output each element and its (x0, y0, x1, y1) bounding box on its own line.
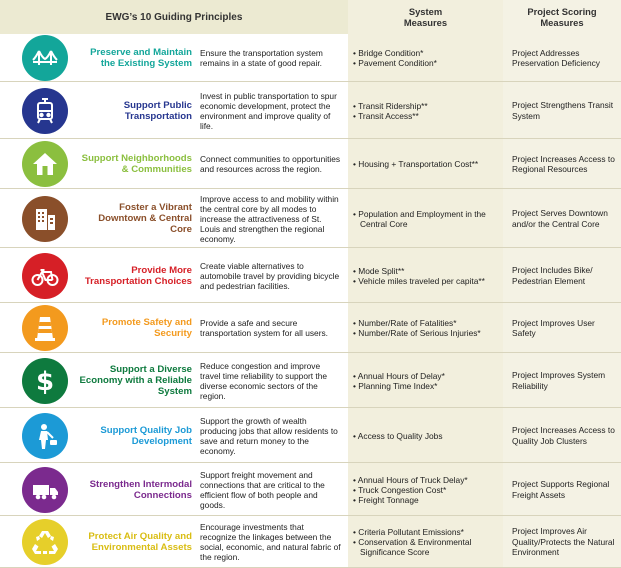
dollar-icon (22, 358, 68, 404)
principle-description: Support freight movement and connections that are critical to the efficient flow of both people and goods. (200, 469, 325, 510)
project-scoring-header-text: Project Scoring Measures (527, 6, 597, 28)
principle-description: Create viable alternatives to automobile travel by providing bicycle and pedestrian facilities. (200, 260, 340, 291)
principle-row (0, 463, 621, 516)
system-measures-list (353, 353, 501, 408)
system-measure-item: • Vehicle miles traveled per capita** (353, 276, 501, 286)
system-measures-list (353, 516, 501, 568)
system-measures-list (353, 408, 501, 463)
truck-icon (22, 467, 68, 513)
project-scoring-measure: Project Increases Access to Regional Resources (512, 153, 615, 174)
system-measure-item: • Truck Congestion Cost* (353, 485, 501, 495)
system-measure-item: • Transit Access** (353, 111, 501, 121)
principle-description: Ensure the transportation system remains in a state of good repair. (200, 48, 323, 68)
project-scoring-header (503, 0, 621, 34)
principle-name: Strengthen Intermodal Connections (89, 478, 192, 501)
system-measure-item: • Mode Split** (353, 266, 501, 276)
principle-row (0, 189, 621, 248)
worker-briefcase-icon (22, 413, 68, 459)
system-measures-list (353, 189, 501, 248)
principle-name: Support a Diverse Economy with a Reliable System (79, 364, 192, 397)
system-measure-item: • Criteria Pollutant Emissions* (353, 527, 501, 537)
system-measures-list (353, 34, 501, 82)
system-measure-item: • Transit Ridership** (353, 101, 501, 111)
principle-row (0, 353, 621, 408)
system-measure-item: • Conservation & Environmental Significance Score (353, 537, 501, 557)
principle-name: Preserve and Maintain the Existing System (90, 47, 192, 69)
project-scoring-measure: Project Addresses Preservation Deficiency (512, 47, 600, 68)
system-measure-item: • Number/Rate of Serious Injuries* (353, 328, 501, 338)
system-measure-item: • Annual Hours of Truck Delay* (353, 475, 501, 485)
principle-row (0, 82, 621, 139)
principle-description: Reduce congestion and improve travel time reliability to support the diverse economic sectors of the region. (200, 360, 328, 401)
system-measures-list (353, 82, 501, 139)
traffic-barrel-icon (22, 305, 68, 351)
principle-description: Support the growth of wealth producing jobs that allow residents to save and return money to the economy. (200, 415, 338, 456)
svg-text:$: $ (35, 367, 55, 396)
principle-name: Foster a Vibrant Downtown & Central Core (98, 202, 192, 235)
project-scoring-measure: Project Improves System Reliability (512, 370, 606, 391)
principle-name: Support Public Transportation (123, 99, 192, 122)
principle-description: Improve access to and mobility within the central core by all modes to increase the attractiveness of St. Louis and strengthen the regional economy. (200, 193, 339, 244)
principle-description: Invest in public transportation to spur economic development, protect the environment and improve quality of life. (200, 90, 337, 131)
system-measure-item: • Bridge Condition* (353, 48, 501, 58)
principle-row (0, 34, 621, 82)
principle-description: Provide a safe and secure transportation system for all users. (200, 318, 329, 338)
system-measures-list (353, 303, 501, 353)
principle-row (0, 303, 621, 353)
system-measures-list (353, 463, 501, 516)
system-measure-item: • Freight Tonnage (353, 495, 501, 505)
house-icon (22, 141, 68, 187)
principle-name: Protect Air Quality and Environmental Assets (88, 531, 192, 553)
system-measure-item: • Access to Quality Jobs (353, 431, 501, 441)
system-measure-item: • Housing + Transportation Cost** (353, 159, 501, 169)
system-measures-list (353, 139, 501, 189)
principle-description: Encourage investments that recognize the linkages between the social, economic, and natural fabric of the region. (200, 522, 341, 562)
system-measures-header (348, 0, 503, 34)
project-scoring-measure: Project Supports Regional Freight Assets (512, 479, 610, 500)
project-scoring-measure: Project Strengthens Transit System (512, 100, 614, 121)
principle-name: Provide More Transportation Choices (84, 264, 192, 287)
principle-row (0, 408, 621, 463)
principle-row (0, 248, 621, 303)
principle-description: Connect communities to opportunities and resources across the region. (200, 154, 341, 174)
principles-header: EWG’s 10 Guiding Principles (0, 0, 348, 34)
principle-name: Support Quality Job Development (100, 424, 192, 447)
streetcar-icon (22, 88, 68, 134)
system-measures-header-text: System Measures (403, 6, 448, 28)
bridge-icon (22, 35, 68, 81)
project-scoring-measure: Project Improves User Safety (512, 317, 595, 338)
system-measure-item: • Number/Rate of Fatalities* (353, 318, 501, 328)
principle-name: Support Neighborhoods & Communities (81, 153, 192, 175)
system-measure-item: • Pavement Condition* (353, 58, 501, 68)
system-measures-list (353, 248, 501, 303)
system-measure-item: • Planning Time Index* (353, 381, 501, 391)
principle-name: Promote Safety and Security (101, 317, 192, 339)
principle-row (0, 139, 621, 189)
buildings-icon (22, 196, 68, 242)
project-scoring-measure: Project Includes Bike/ Pedestrian Element (512, 265, 593, 286)
system-measure-item: • Population and Employment in the Central Core (353, 209, 501, 229)
recycle-icon (22, 519, 68, 565)
project-scoring-measure: Project Improves Air Quality/Protects the Natural Environment (512, 526, 615, 558)
project-scoring-measure: Project Increases Access to Quality Job Clusters (512, 425, 615, 446)
bicycle-icon (22, 253, 68, 299)
system-measure-item: • Annual Hours of Delay* (353, 371, 501, 381)
project-scoring-measure: Project Serves Downtown and/or the Central Core (512, 208, 608, 229)
principle-row (0, 516, 621, 568)
